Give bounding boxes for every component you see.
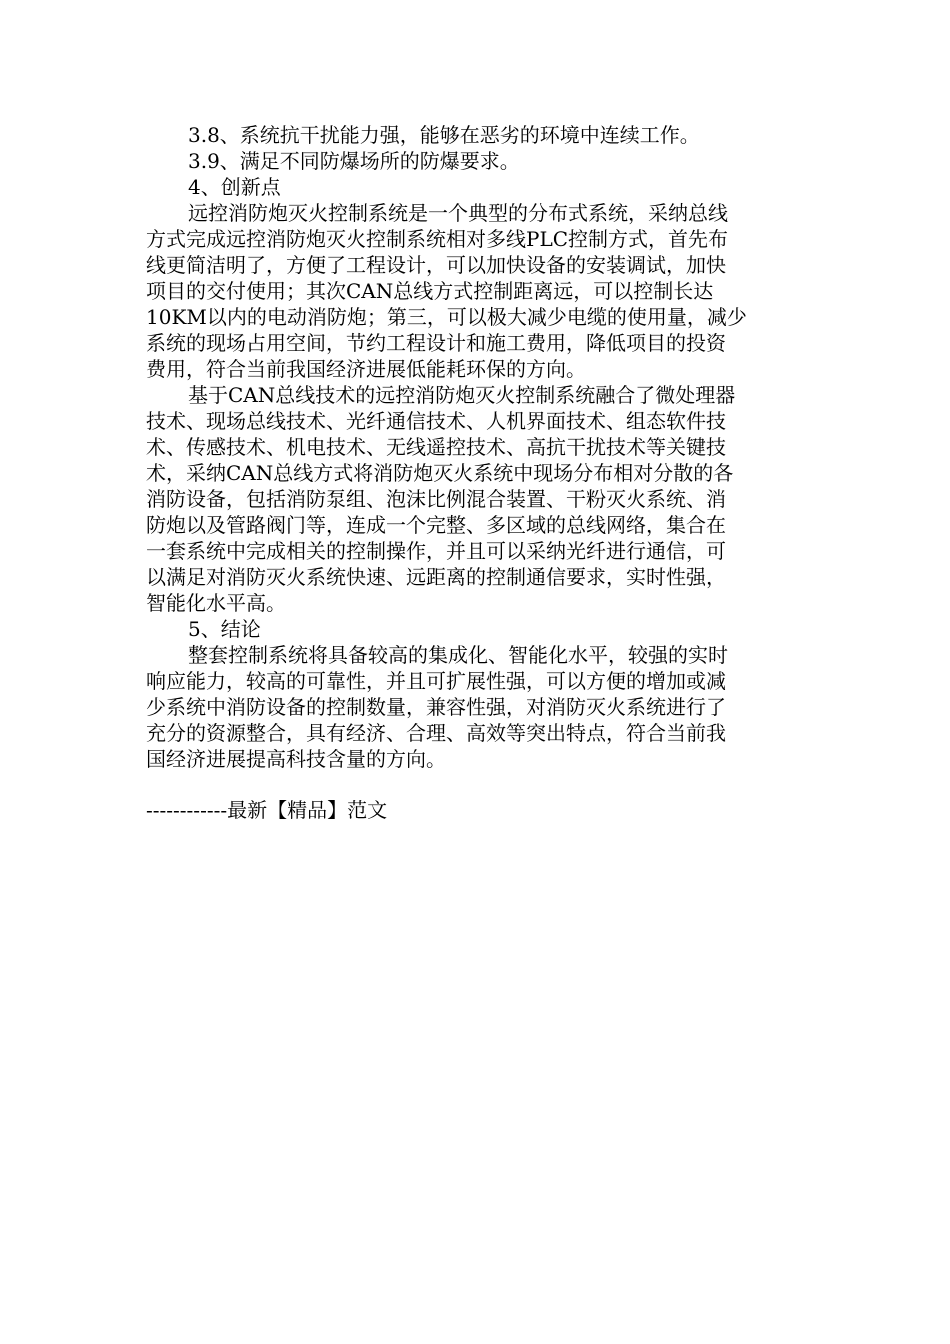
- paragraph-line: 项目的交付使用；其次CAN总线方式控制距离远，可以控制长达: [146, 279, 714, 303]
- paragraph-line: 一套系统中完成相关的控制操作，并且可以采纳光纤进行通信，可: [146, 539, 726, 563]
- paragraph-line: 费用，符合当前我国经济进展低能耗环保的方向。: [146, 357, 586, 381]
- section-heading-conclusion: 5、结论: [188, 617, 261, 641]
- paragraph-line: 智能化水平高。: [146, 591, 286, 615]
- paragraph-line: 少系统中消防设备的控制数量，兼容性强，对消防灭火系统进行了: [146, 695, 726, 719]
- footer-text: ------------最新【精品】范文: [146, 798, 388, 822]
- section-conclusion: [146, 616, 806, 772]
- feature-item-3-9: 3.9、满足不同防爆场所的防爆要求。: [188, 149, 520, 173]
- section-heading-innovation: 4、创新点: [188, 175, 281, 199]
- paragraph-line: 整套控制系统将具备较高的集成化、智能化水平，较强的实时: [188, 643, 728, 667]
- feature-list: [146, 122, 806, 174]
- paragraph-line: 方式完成远控消防炮灭火控制系统相对多线PLC控制方式，首先布: [146, 227, 729, 251]
- paragraph-line: 国经济进展提高科技含量的方向。: [146, 747, 446, 771]
- paragraph-line: 远控消防炮灭火控制系统是一个典型的分布式系统，采纳总线: [188, 201, 728, 225]
- paragraph-line: 以满足对消防灭火系统快速、远距离的控制通信要求，实时性强，: [146, 565, 726, 589]
- paragraph-line: 基于CAN总线技术的远控消防炮灭火控制系统融合了微处理器: [188, 383, 736, 407]
- paragraph-conclusion-1: [146, 642, 806, 772]
- paragraph-innovation-2: [146, 382, 806, 616]
- paragraph-line: 响应能力，较高的可靠性，并且可扩展性强，可以方便的增加或减: [146, 669, 726, 693]
- paragraph-line: 防炮以及管路阀门等，连成一个完整、多区域的总线网络，集合在: [146, 513, 726, 537]
- paragraph-line: 10KM以内的电动消防炮；第三，可以极大减少电缆的使用量，减少: [146, 305, 747, 329]
- paragraph-line: 线更简洁明了，方便了工程设计，可以加快设备的安装调试，加快: [146, 253, 726, 277]
- paragraph-line: 消防设备，包括消防泵组、泡沫比例混合装置、干粉灭火系统、消: [146, 487, 726, 511]
- section-innovation: [146, 174, 806, 616]
- paragraph-line: 系统的现场占用空间，节约工程设计和施工费用，降低项目的投资: [146, 331, 726, 355]
- feature-item-3-8: 3.8、系统抗干扰能力强，能够在恶劣的环境中连续工作。: [188, 123, 700, 147]
- paragraph-innovation-1: [146, 200, 806, 382]
- paragraph-line: 充分的资源整合，具有经济、合理、高效等突出特点，符合当前我: [146, 721, 726, 745]
- paragraph-line: 术、传感技术、机电技术、无线遥控技术、高抗干扰技术等关键技: [146, 435, 726, 459]
- document-body: [146, 122, 806, 772]
- paragraph-line: 术，采纳CAN总线方式将消防炮灭火系统中现场分布相对分散的各: [146, 461, 734, 485]
- paragraph-line: 技术、现场总线技术、光纤通信技术、人机界面技术、组态软件技: [146, 409, 726, 433]
